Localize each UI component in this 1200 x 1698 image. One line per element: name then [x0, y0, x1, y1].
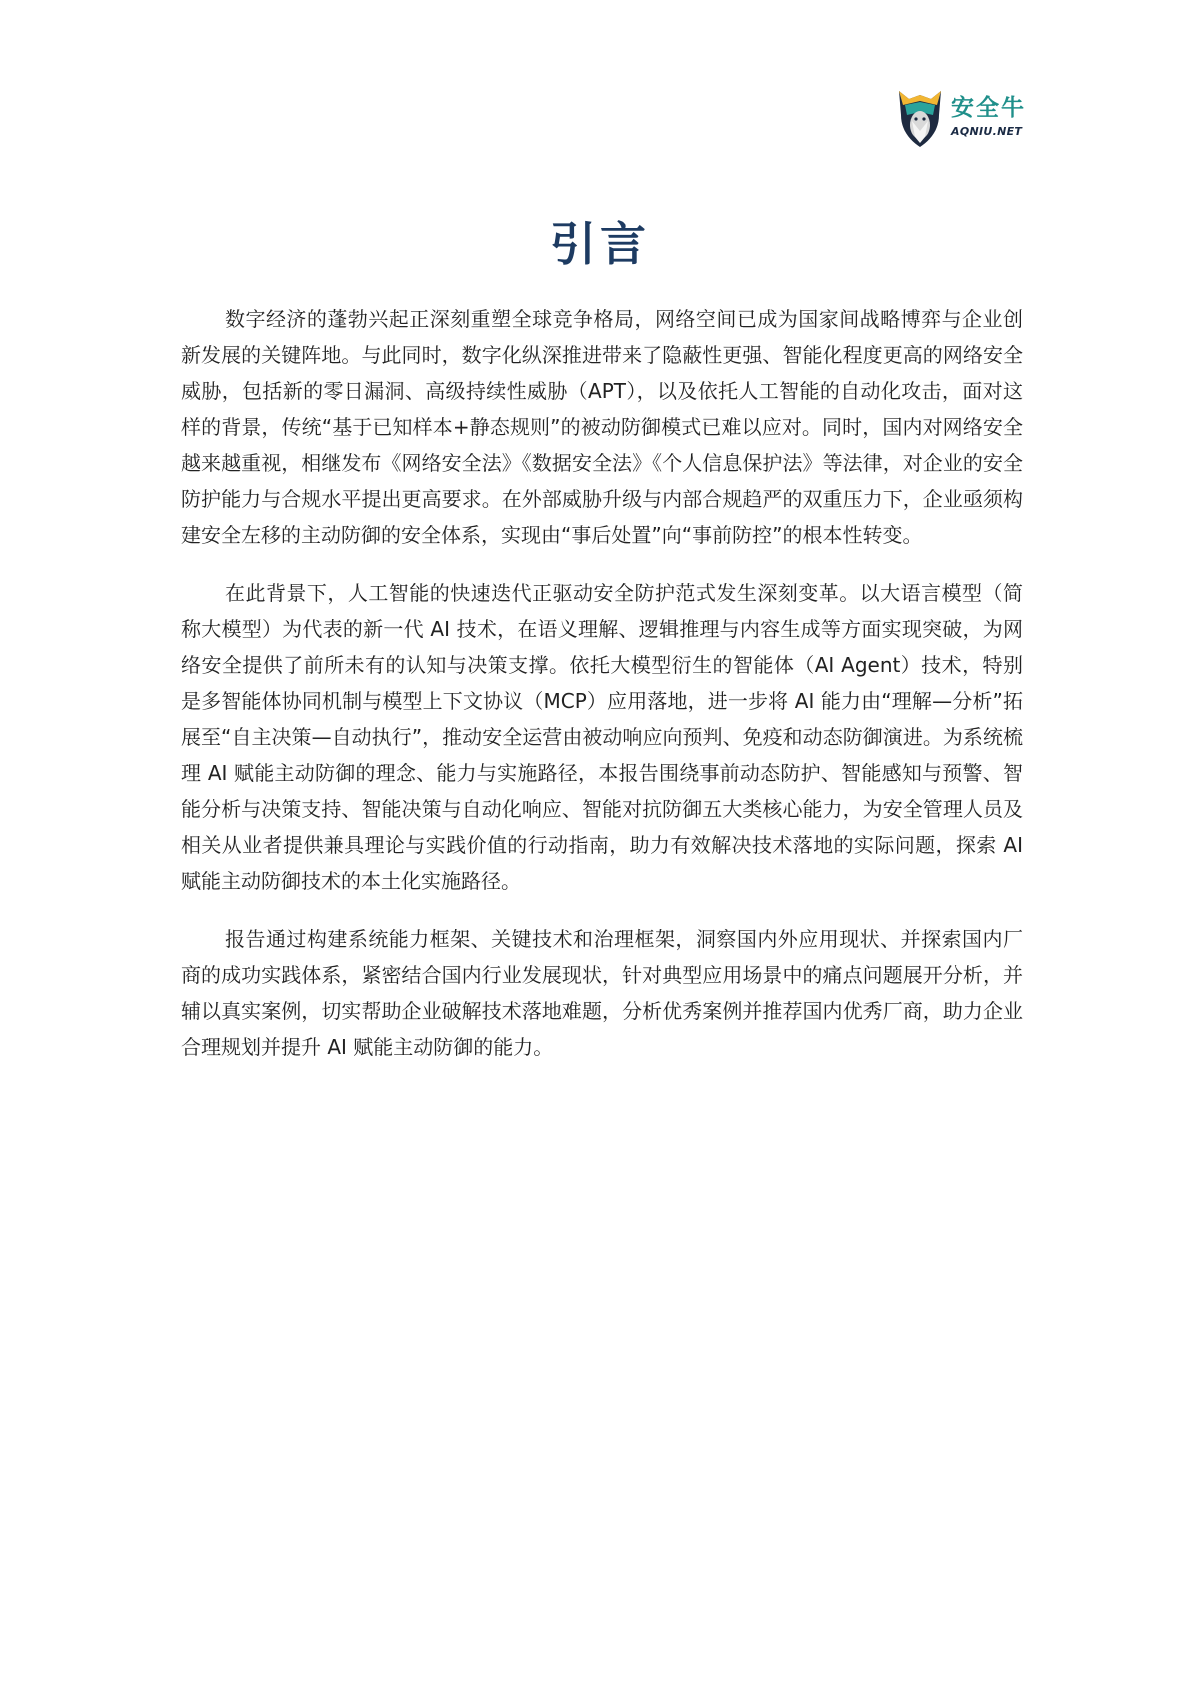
- body-text: [181, 301, 1023, 1087]
- brand-name-cn: 安全牛: [951, 95, 1026, 121]
- page-title: 引言: [550, 217, 650, 271]
- paragraph: 在此背景下，人工智能的快速迭代正驱动安全防护范式发生深刻变革。以大语言模型（简称大模型）为代表的新一代 AI 技术，在语义理解、逻辑推理与内容生成等方面实现突破，为网络安全提供了前所未有的认知与决策支撑。依托大模型衍生的智能体（AI Agent）技术，特别是多智能体协同机制与模型上下文协议（MCP）应用落地，进一步将 AI 能力由“理解—分析”拓展至“自主决策—自动执行”，推动安全运营由被动响应向预判、免疫和动态防御演进。为系统梳理 AI 赋能主动防御的理念、能力与实施路径，本报告围绕事前动态防护、智能感知与预警、智能分析与决策支持、智能决策与自动化响应、智能对抗防御五大类核心能力，为安全管理人员及相关从业者提供兼具理论与实践价值的行动指南，助力有效解决技术落地的实际问题，探索 AI 赋能主动防御技术的本土化实施路径。: [181, 581, 1023, 893]
- bull-shield-icon: [895, 85, 945, 149]
- brand-logo: [895, 82, 1055, 152]
- paragraph: 报告通过构建系统能力框架、关键技术和治理框架，洞察国内外应用现状、并探索国内厂商的成功实践体系，紧密结合国内行业发展现状，针对典型应用场景中的痛点问题展开分析，并辅以真实案例，切实帮助企业破解技术落地难题，分析优秀案例并推荐国内优秀厂商，助力企业合理规划并提升 AI 赋能主动防御的能力。: [181, 927, 1023, 1059]
- paragraph: 数字经济的蓬勃兴起正深刻重塑全球竞争格局，网络空间已成为国家间战略博弈与企业创新发展的关键阵地。与此同时，数字化纵深推进带来了隐蔽性更强、智能化程度更高的网络安全威胁，包括新的零日漏洞、高级持续性威胁（APT），以及依托人工智能的自动化攻击，面对这样的背景，传统“基于已知样本+静态规则”的被动防御模式已难以应对。同时，国内对网络安全越来越重视，相继发布《网络安全法》《数据安全法》《个人信息保护法》等法律，对企业的安全防护能力与合规水平提出更高要求。在外部威胁升级与内部合规趋严的双重压力下，企业亟须构建安全左移的主动防御的安全体系，实现由“事后处置”向“事前防控”的根本性转变。: [181, 307, 1023, 547]
- brand-name-en: AQNIU.NET: [951, 125, 1023, 138]
